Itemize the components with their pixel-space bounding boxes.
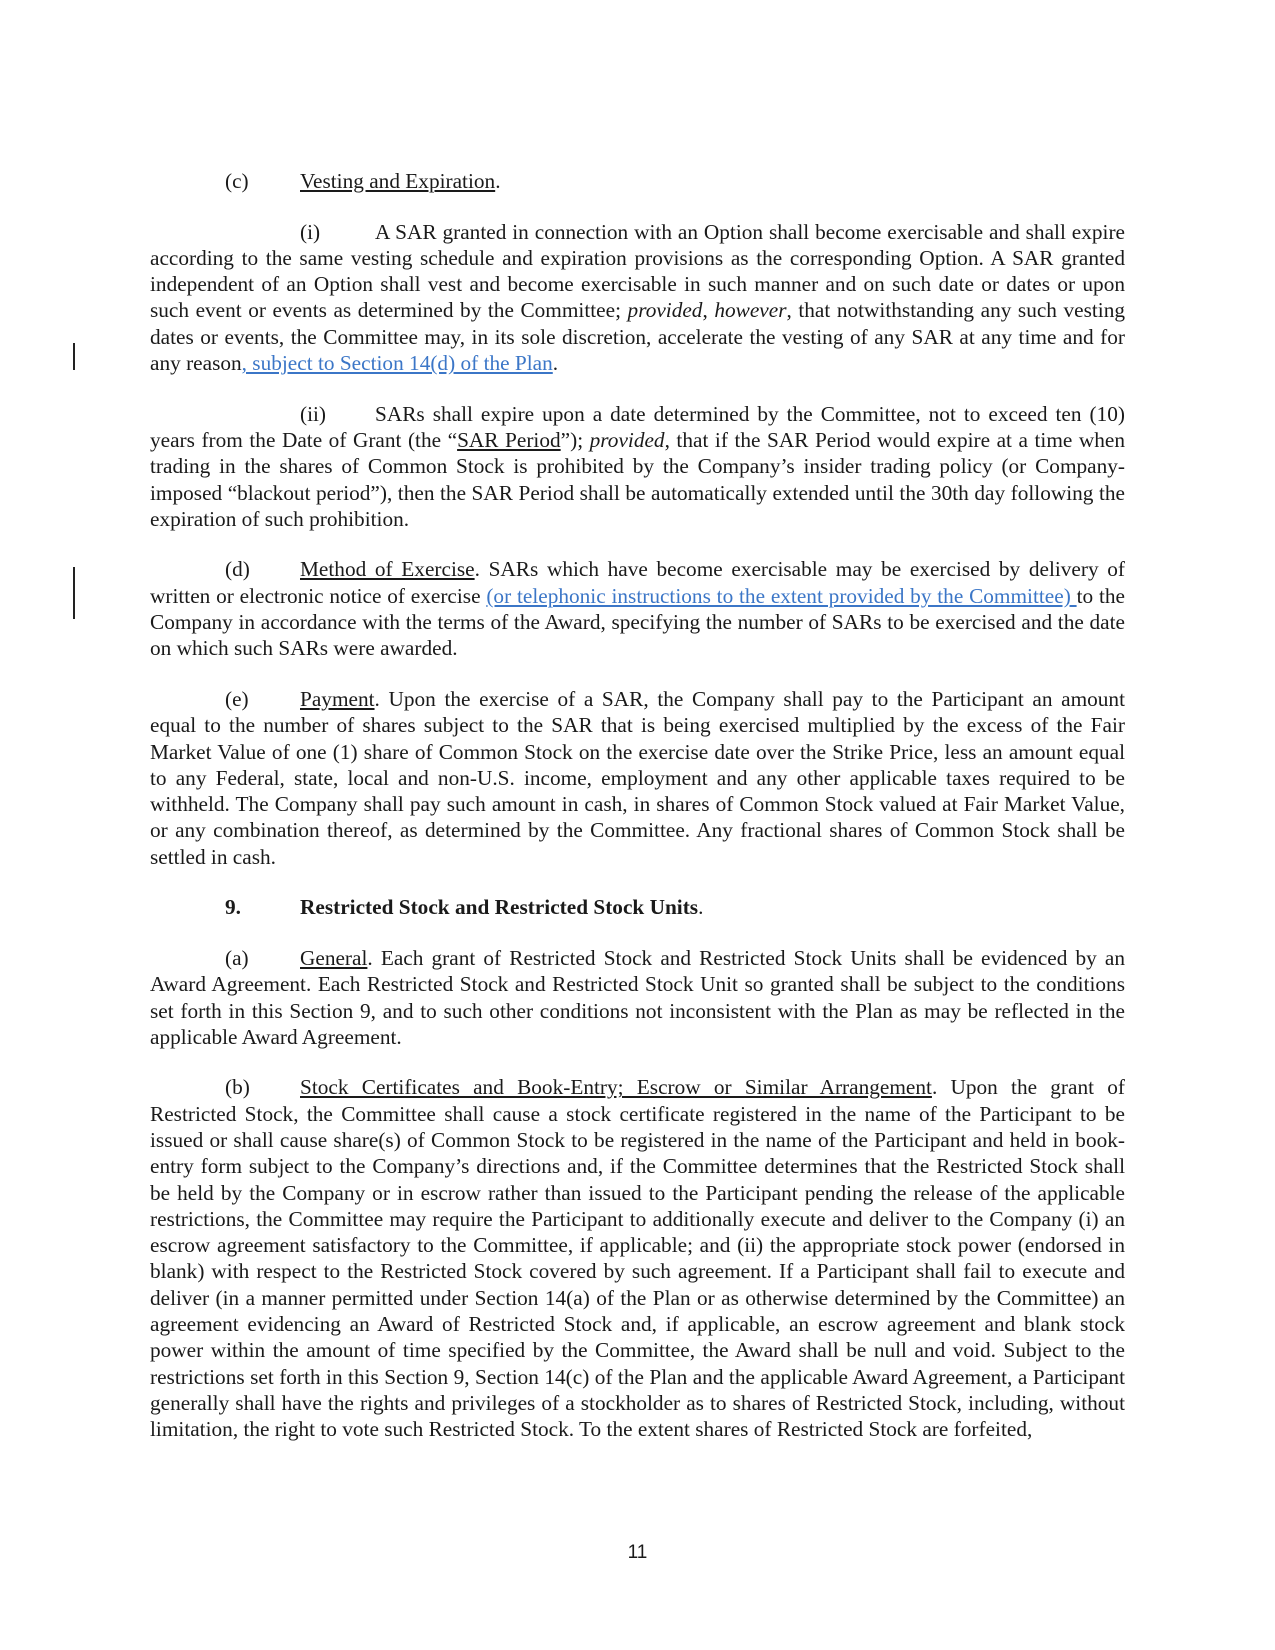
document-page — [150, 168, 1125, 1467]
section-e-title: Payment — [300, 686, 375, 711]
section-d-text-1: SARs which have become exercisable may be exercised by delivery of written or electronic notice of exercise — [150, 557, 1126, 608]
inserted-revision-text: , subject to Section 14(d) of the Plan — [241, 351, 553, 376]
section-9b-paragraph: (b) Stock Certificates and Book-Entry; Escrow or Similar Arrangement. Upon the grant of Restricted Stock, the Committee shall cause a stock certificate registered in the name of the Participant to be issued or shall cause share(s) of Common Stock to be registered in the name of the Participant and held in book-entry form subject to the Company’s directions and, if the Committee determines that the Restricted Stock shall be held by the Company or in escrow rather than issued to the Participant pending the release of the applicable restrictions, the Committee may require the Participant to additionally execute and deliver to the Company (i) an escrow agreement satisfactory to the Committee, if applicable; and (ii) the appropriate stock power (endorsed in blank) with respect to the Restricted Stock covered by such agreement. If a Participant shall fail to execute and deliver (in a manner permitted under Section 14(a) of the Plan or as otherwise determined by the Committee) an agreement evidencing an Award of Restricted Stock and, if applicable, an escrow agreement and blank stock power within the amount of time specified by the Committee, the Award shall be null and void. Subject to the restrictions set forth in this Section 9, Section 14(c) of the Plan and the applicable Award Agreement, a Participant generally shall have the rights and privileges of a stockholder as to shares of Restricted Stock, including, without limitation, the right to vote such Restricted Stock. To the extent shares of Restricted Stock are forfeited, — [150, 1075, 1125, 1442]
section-c-ii-text-2: ”); — [560, 427, 590, 452]
section-9a-paragraph: (a) General. Each grant of Restricted Stock and Restricted Stock Units shall be evidenced by an Award Agreement. Each Restricted Stock and Restricted Stock Unit so granted shall be subject to the conditions set forth in this Section 9, and to such other conditions not inconsistent with the Plan as may be reflected in the applicable Award Agreement. — [150, 945, 1125, 1049]
section-9b-text: Upon the grant of Restricted Stock, the Committee shall cause a stock certificate registered in the name of the Participant to be issued or shall cause share(s) of Common Stock to be registered in the name of the Participant and held in book-entry form subject to the Company’s directions and, if the Committee determines that the Restricted Stock shall be held by the Company or in escrow rather than issued to the Participant pending the release of the applicable restrictions, the Committee may require the Participant to additionally execute and deliver to the Company (i) an escrow agreement satisfactory to the Committee, if applicable; and (ii) the appropriate stock power (endorsed in blank) with respect to the Restricted Stock covered by such agreement. If a Participant shall fail to execute and deliver (in a manner permitted under Section 14(a) of the Plan or as otherwise determined by the Committee) an agreement evidencing an Award of Restricted Stock and, if applicable, an escrow agreement and blank stock power within the amount of time specified by the Committee, the Award shall be null and void. Subject to the restrictions set forth in this Section 9, Section 14(c) of the Plan and the applicable Award Agreement, a Participant generally shall have the rights and privileges of a stockholder as to shares of Restricted Stock, including, without limitation, the right to vote such Restricted Stock. To the extent shares of Restricted Stock are forfeited, — [150, 1075, 1125, 1442]
revision-bar-2 — [73, 567, 75, 619]
section-d-label: (d) — [225, 557, 250, 582]
section-c-ii-label: (ii) — [300, 401, 327, 426]
section-d-text-2: to the Company in accordance with the terms of the Award, specifying the number of SARs to be exercised and the date on which such SARs were awarded. — [150, 583, 1125, 661]
section-e-label: (e) — [225, 686, 249, 711]
section-e-paragraph: (e) Payment. Upon the exercise of a SAR, the Company shall pay to the Participant an amount equal to the number of shares subject to the SAR that is being exercised multiplied by the excess of the Fair Market Value of one (1) share of Common Stock on the exercise date over the Strike Price, less an amount equal to any Federal, state, local and non-U.S. income, employment and any other applicable taxes required to be withheld. The Company shall pay such amount in cash, in shares of Common Stock valued at Fair Market Value, or any combination thereof, as determined by the Committee. Any fractional shares of Common Stock shall be settled in cash. — [150, 686, 1125, 869]
inserted-revision-text-2: (or telephonic instructions to the extent provided by the Committee) — [486, 583, 1077, 608]
section-d-paragraph: (d) Method of Exercise. SARs which have become exercisable may be exercised by delivery of written or electronic notice of exercise (or telephonic instructions to the extent provided by the Committee) to the Company in accordance with the terms of the Award, specifying the number of SARs to be exercised and the date on which such SARs were awarded. — [150, 557, 1126, 661]
section-c-i-label: (i) — [300, 219, 321, 244]
section-9b-label: (b) — [225, 1075, 250, 1100]
provided-italic-2: provided — [589, 427, 665, 452]
section-9-heading: 9. Restricted Stock and Restricted Stock Units. — [225, 895, 704, 920]
section-c-i-text-1: A SAR granted in connection with an Option shall become exercisable and shall expire according to the same vesting schedule and expiration provisions as the corresponding Option. A SAR granted independent of an Option shall vest and become exercisable in such manner and on such date or dates or upon such event or events as determined by the Committee; — [150, 219, 1125, 323]
section-c-ii-paragraph — [150, 401, 1125, 532]
section-c-label: (c) — [225, 169, 249, 193]
provided-italic: provided — [627, 298, 703, 323]
section-c-i-paragraph: (i) A SAR granted in connection with an Option shall become exercisable and shall expire according to the same vesting schedule and expiration provisions as the corresponding Option. A SAR granted independent of an Option shall vest and become exercisable in such manner and on such date or dates or upon such event or events as determined by the Committee; provided, however, that notwithstanding any such vesting dates or events, the Committee may, in its sole discretion, accelerate the vesting of any SAR at any time and for any reason, subject to Section 14(d) of the Plan. — [150, 219, 1125, 376]
section-9b-title: Stock Certificates and Book-Entry; Escrow or Similar Arrangement — [300, 1075, 932, 1100]
section-d-title: Method of Exercise — [300, 557, 475, 582]
section-c-ii-text-1: SARs shall expire upon a date determined by the Committee, not to exceed ten (10) years from the Date of Grant (the “ — [150, 401, 1125, 452]
section-c-i-comma: , — [702, 298, 715, 323]
section-c-heading: (c) Vesting and Expiration. — [225, 169, 501, 193]
section-9a-text: Each grant of Restricted Stock and Restricted Stock Units shall be evidenced by an Award Agreement. Each Restricted Stock and Restricted Stock Unit so granted shall be subject to the conditions set forth in this Section 9, and to such other conditions not inconsistent with the Plan as may be reflected in the applicable Award Agreement. — [150, 945, 1125, 1049]
section-9a-title: General — [300, 945, 368, 970]
section-c-i-text-2: , that notwithstanding any such vesting dates or events, the Committee may, in its sole discretion, accelerate the vesting of any SAR at any time and for any reason — [150, 298, 1125, 376]
revision-bar-1 — [73, 343, 75, 370]
however-italic: however — [714, 298, 787, 323]
section-e-text: Upon the exercise of a SAR, the Company shall pay to the Participant an amount equal to the number of shares subject to the SAR that is being exercised multiplied by the excess of the Fair Market Value of one (1) share of Common Stock on the exercise date over the Strike Price, less an amount equal to any Federal, state, local and non-U.S. income, employment and any other applicable taxes required to be withheld. The Company shall pay such amount in cash, in shares of Common Stock valued at Fair Market Value, or any combination thereof, as determined by the Committee. Any fractional shares of Common Stock shall be settled in cash. — [150, 686, 1125, 869]
page-number: 11 — [627, 1542, 648, 1563]
section-9a-label: (a) — [225, 945, 249, 970]
section-c-ii-text-3: , that if the SAR Period would expire at a time when trading in the shares of Common Stock is prohibited by the Company’s insider trading policy (or Company-imposed “blackout period”), then the SAR Period shall be automatically extended until the 30th day following the expiration of such prohibition. — [150, 427, 1125, 531]
sar-period-defined-term: SAR Period — [457, 427, 561, 452]
section-c-title: Vesting and Expiration — [300, 169, 496, 193]
section-9-number: 9. — [225, 895, 241, 920]
section-9-title: Restricted Stock and Restricted Stock Units — [300, 895, 699, 920]
